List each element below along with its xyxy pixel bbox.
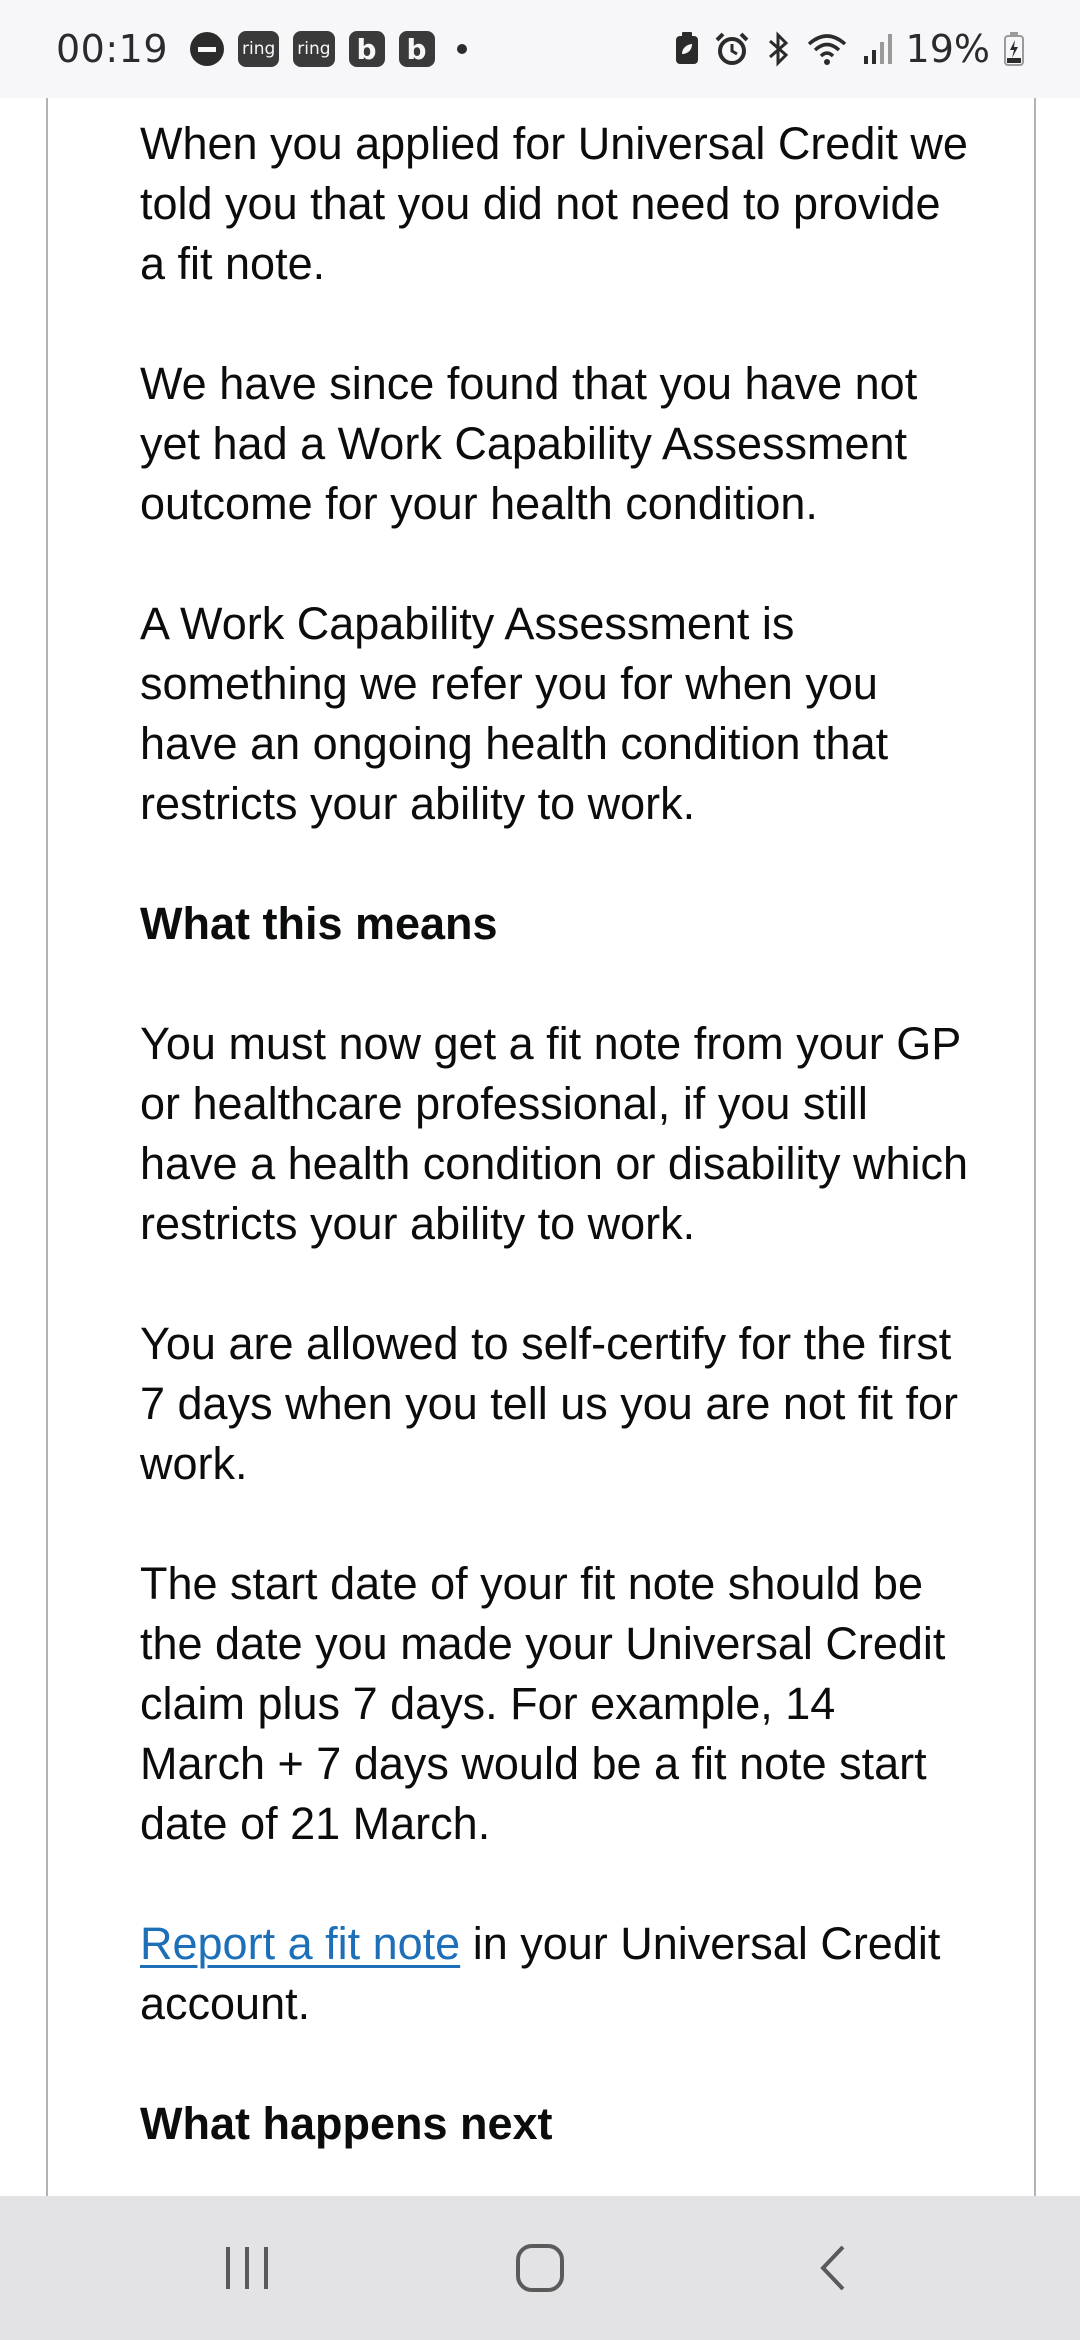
heading-what-this-means: What this means (140, 898, 498, 949)
paragraph-wca-definition: A Work Capability Assessment is something we refer you for when you have an ongoing health condition that restricts your ability to work. (140, 598, 889, 829)
battery-percentage: 19% (905, 27, 990, 71)
status-bar (0, 0, 1080, 98)
home-icon (515, 2243, 565, 2293)
heading-what-happens-next: What happens next (140, 2098, 553, 2149)
wifi-icon (806, 30, 848, 68)
content-frame (46, 98, 1036, 2196)
home-button[interactable] (480, 2218, 600, 2318)
b-app-icon: b (349, 31, 385, 67)
clock: 00:19 (56, 27, 169, 71)
recent-apps-button[interactable] (187, 2218, 307, 2318)
status-right (674, 27, 1024, 71)
ring-app-icon: ring (293, 31, 334, 67)
back-button[interactable] (773, 2218, 893, 2318)
more-notifications-dot (457, 44, 467, 54)
paragraph-start-date: The start date of your fit note should be the date you made your Universal Credit claim plus 7 days. For example, 14 March + 7 days would be a fit note start date of 21 March. (140, 1558, 946, 1849)
navigation-bar (0, 2196, 1080, 2340)
status-left (56, 27, 467, 71)
alarm-icon (714, 30, 750, 68)
paragraph-applied-uc: When you applied for Universal Credit we told you that you did not need to provide a fit note. (140, 118, 968, 289)
b-app-icon: b (399, 31, 435, 67)
battery-saver-icon (674, 30, 700, 68)
signal-icon (862, 30, 892, 68)
bluetooth-icon (764, 30, 792, 68)
paragraph-no-wca: We have since found that you have not yet had a Work Capability Assessment outcome for your health condition. (140, 358, 918, 529)
article-body (140, 114, 970, 2196)
paragraph-get-fit-note: You must now get a fit note from your GP or healthcare professional, if you still have a health condition or disability which restricts your ability to work. (140, 1018, 968, 1249)
back-icon (813, 2243, 853, 2293)
dnd-icon (190, 30, 224, 68)
ring-app-icon: ring (238, 31, 279, 67)
recent-apps-icon (222, 2245, 272, 2291)
paragraph-self-certify: You are allowed to self-certify for the first 7 days when you tell us you are not fit for work. (140, 1318, 958, 1489)
report-fit-note-rest: in your Universal Credit account. (140, 1918, 941, 2029)
paragraph-report-fit-note (140, 1914, 970, 2034)
battery-charging-icon (1004, 30, 1024, 68)
report-fit-note-link[interactable]: Report a fit note (140, 1918, 461, 1969)
